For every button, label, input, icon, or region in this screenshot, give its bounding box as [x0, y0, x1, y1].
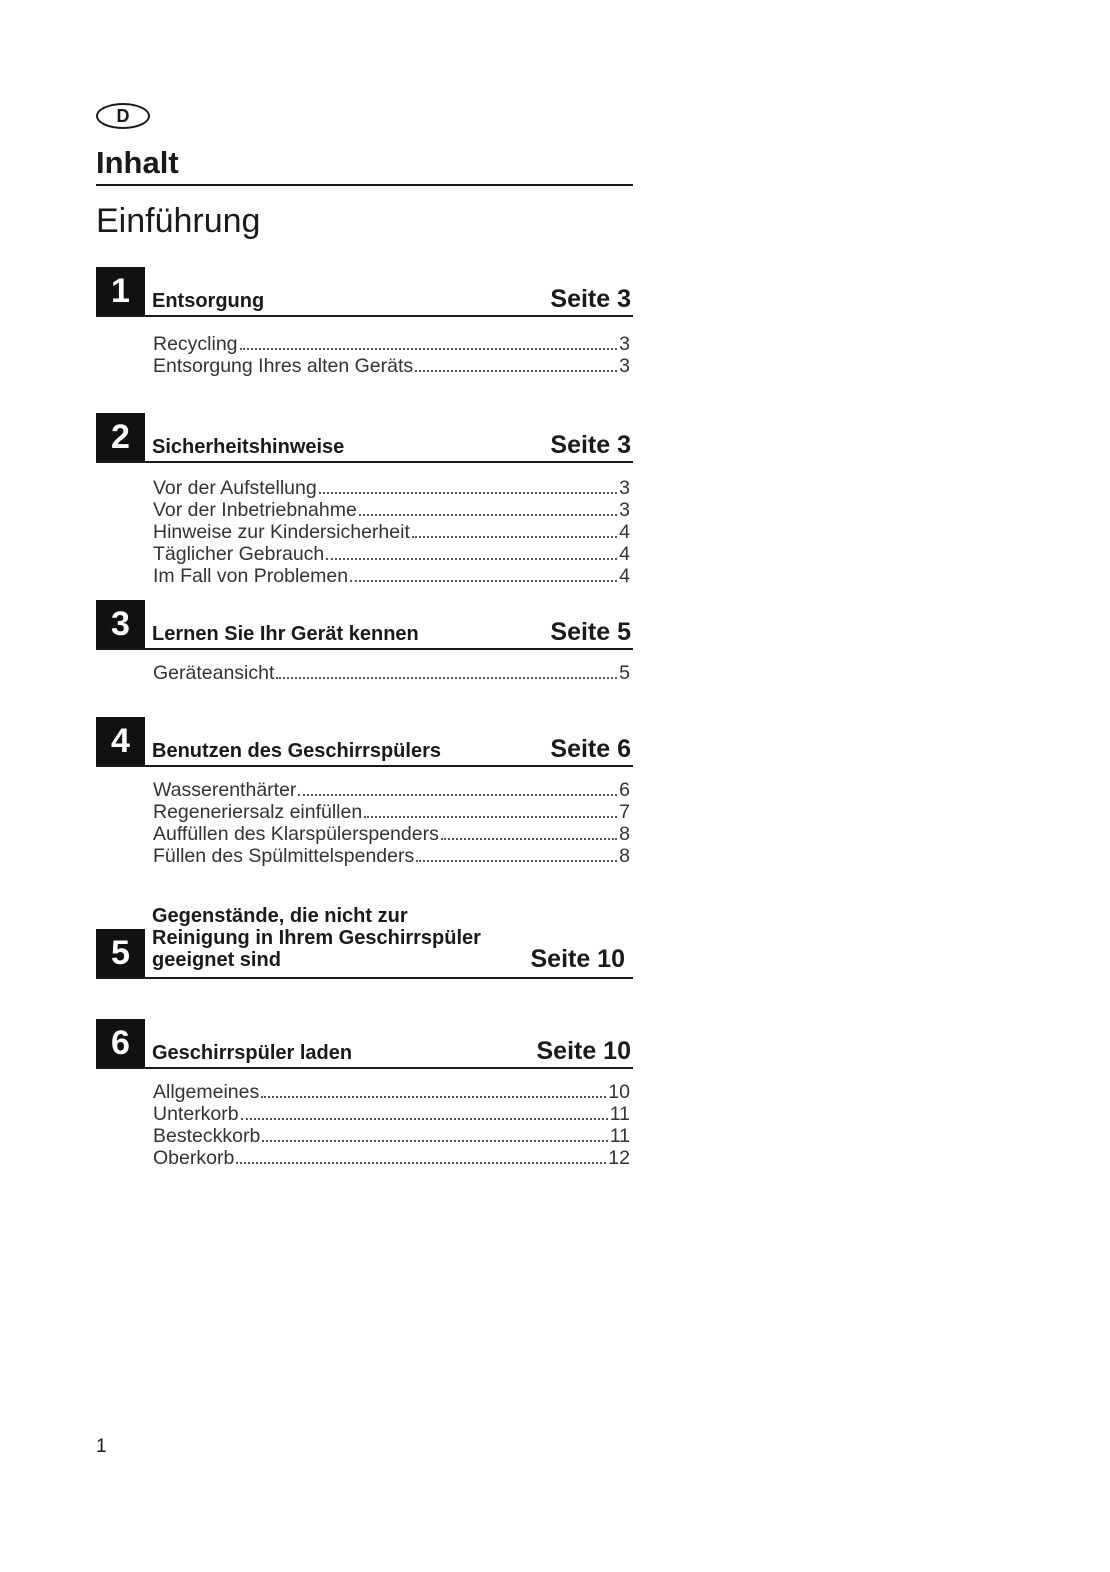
- toc-entry-page: 4: [619, 543, 630, 565]
- section-title: Lernen Sie Ihr Gerät kennen: [152, 623, 419, 645]
- leader-dots: [350, 580, 617, 582]
- leader-dots: [441, 838, 617, 840]
- toc-entry-page: 3: [619, 333, 630, 355]
- section-number: 1: [111, 272, 130, 310]
- toc-entry-page: 6: [619, 779, 630, 801]
- section-number: 6: [111, 1024, 130, 1062]
- toc-entry[interactable]: [153, 333, 630, 355]
- page-title: Inhalt: [96, 145, 179, 180]
- toc-entry-text: Allgemeines: [153, 1081, 260, 1103]
- toc-entry[interactable]: [153, 801, 630, 823]
- section-page: Seite 5: [550, 618, 631, 646]
- toc-entry[interactable]: [153, 477, 630, 499]
- toc-entry-page: 4: [619, 521, 630, 543]
- toc-entry-page: 10: [608, 1081, 630, 1103]
- toc-entry-page: 3: [619, 355, 630, 377]
- leader-dots: [236, 1162, 606, 1164]
- toc-entry-list: [153, 662, 630, 684]
- toc-entry[interactable]: [153, 845, 630, 867]
- toc-entry[interactable]: [153, 1103, 630, 1125]
- leader-dots: [416, 860, 617, 862]
- toc-entry-page: 3: [619, 499, 630, 521]
- section-number-box: [96, 717, 145, 766]
- toc-entry-page: 8: [619, 823, 630, 845]
- title-divider: [96, 184, 633, 186]
- leader-dots: [240, 348, 618, 350]
- toc-entry-list: [153, 779, 630, 867]
- toc-entry-text: Regeneriersalz einfüllen: [153, 801, 363, 823]
- toc-entry[interactable]: [153, 499, 630, 521]
- toc-entry-text: Hinweise zur Kindersicherheit: [153, 521, 410, 543]
- toc-entry-page: 4: [619, 565, 630, 587]
- toc-entry-page: 11: [609, 1125, 630, 1147]
- toc-entry[interactable]: [153, 662, 630, 684]
- toc-entry-text: Besteckkorb: [153, 1125, 261, 1147]
- section-number: 3: [111, 605, 130, 643]
- toc-entry-text: Wasserenthärter: [153, 779, 297, 801]
- toc-entry[interactable]: [153, 565, 630, 587]
- leader-dots: [412, 536, 617, 538]
- toc-entry-page: 5: [619, 662, 630, 684]
- toc-entry-list: [153, 477, 630, 587]
- section-title: Benutzen des Geschirrspülers: [152, 740, 441, 762]
- toc-entry-text: Entsorgung Ihres alten Geräts: [153, 355, 414, 377]
- leader-dots: [326, 558, 617, 560]
- section-title-line: geeignet sind: [152, 949, 281, 971]
- leader-dots: [276, 677, 617, 679]
- section-number-box: [96, 413, 145, 462]
- section-number-box: [96, 600, 145, 649]
- toc-entry-text: Oberkorb: [153, 1147, 235, 1169]
- section-divider: [96, 1067, 633, 1069]
- toc-entry-page: 3: [619, 477, 630, 499]
- section-page: Seite 3: [550, 431, 631, 459]
- section-page: Seite 3: [550, 285, 631, 313]
- section-title: [152, 905, 481, 971]
- toc-entry[interactable]: [153, 1125, 630, 1147]
- leader-dots: [415, 370, 617, 372]
- toc-entry[interactable]: [153, 543, 630, 565]
- toc-entry-text: Füllen des Spülmittelspenders: [153, 845, 415, 867]
- leader-dots: [241, 1118, 608, 1120]
- section-divider: [96, 977, 633, 979]
- toc-entry-text: Auffüllen des Klarspülerspenders: [153, 823, 439, 845]
- leader-dots: [298, 794, 617, 796]
- leader-dots: [364, 816, 617, 818]
- toc-entry-page: 7: [619, 801, 630, 823]
- toc-entry-page: 11: [609, 1103, 630, 1125]
- toc-entry[interactable]: [153, 521, 630, 543]
- toc-entry-text: Unterkorb: [153, 1103, 239, 1125]
- toc-entry-page: 8: [619, 845, 630, 867]
- toc-entry-text: Vor der Aufstellung: [153, 477, 317, 499]
- section-number-box: [96, 929, 145, 978]
- toc-entry[interactable]: [153, 355, 630, 377]
- section-divider: [96, 648, 633, 650]
- toc-entry-text: Täglicher Gebrauch: [153, 543, 325, 565]
- toc-entry[interactable]: [153, 823, 630, 845]
- section-title: Sicherheitshinweise: [152, 436, 345, 458]
- section-title-line: Reinigung in Ihrem Geschirrspüler: [152, 927, 481, 949]
- section-page: Seite 10: [536, 1037, 631, 1065]
- toc-entry[interactable]: [153, 1081, 630, 1103]
- section-number: 4: [111, 722, 130, 760]
- section-number-box: [96, 267, 145, 316]
- toc-entry[interactable]: [153, 1147, 630, 1169]
- section-title-line: Gegenstände, die nicht zur: [152, 905, 408, 927]
- toc-entry-text: Vor der Inbetriebnahme: [153, 499, 357, 521]
- toc-entry-text: Geräteansicht: [153, 662, 275, 684]
- section-number: 5: [111, 934, 130, 972]
- page-subtitle: Einführung: [96, 202, 261, 240]
- language-badge: D: [96, 103, 150, 129]
- section-number-box: [96, 1019, 145, 1068]
- toc-entry-page: 12: [608, 1147, 630, 1169]
- section-divider: [96, 461, 633, 463]
- section-page: Seite 10: [530, 945, 625, 973]
- leader-dots: [262, 1140, 607, 1142]
- section-title: Geschirrspüler laden: [152, 1042, 353, 1064]
- toc-entry-text: Im Fall von Problemen: [153, 565, 349, 587]
- section-divider: [96, 765, 633, 767]
- leader-dots: [319, 492, 617, 494]
- section-page: Seite 6: [550, 735, 631, 763]
- toc-entry-list: [153, 333, 630, 377]
- leader-dots: [359, 514, 617, 516]
- toc-entry-text: Recycling: [153, 333, 238, 355]
- section-number: 2: [111, 418, 130, 456]
- toc-entry-list: [153, 1081, 630, 1169]
- toc-entry[interactable]: [153, 779, 630, 801]
- section-divider: [96, 315, 633, 317]
- page-number: 1: [96, 1436, 107, 1457]
- leader-dots: [261, 1096, 606, 1098]
- section-title: Entsorgung: [152, 290, 265, 312]
